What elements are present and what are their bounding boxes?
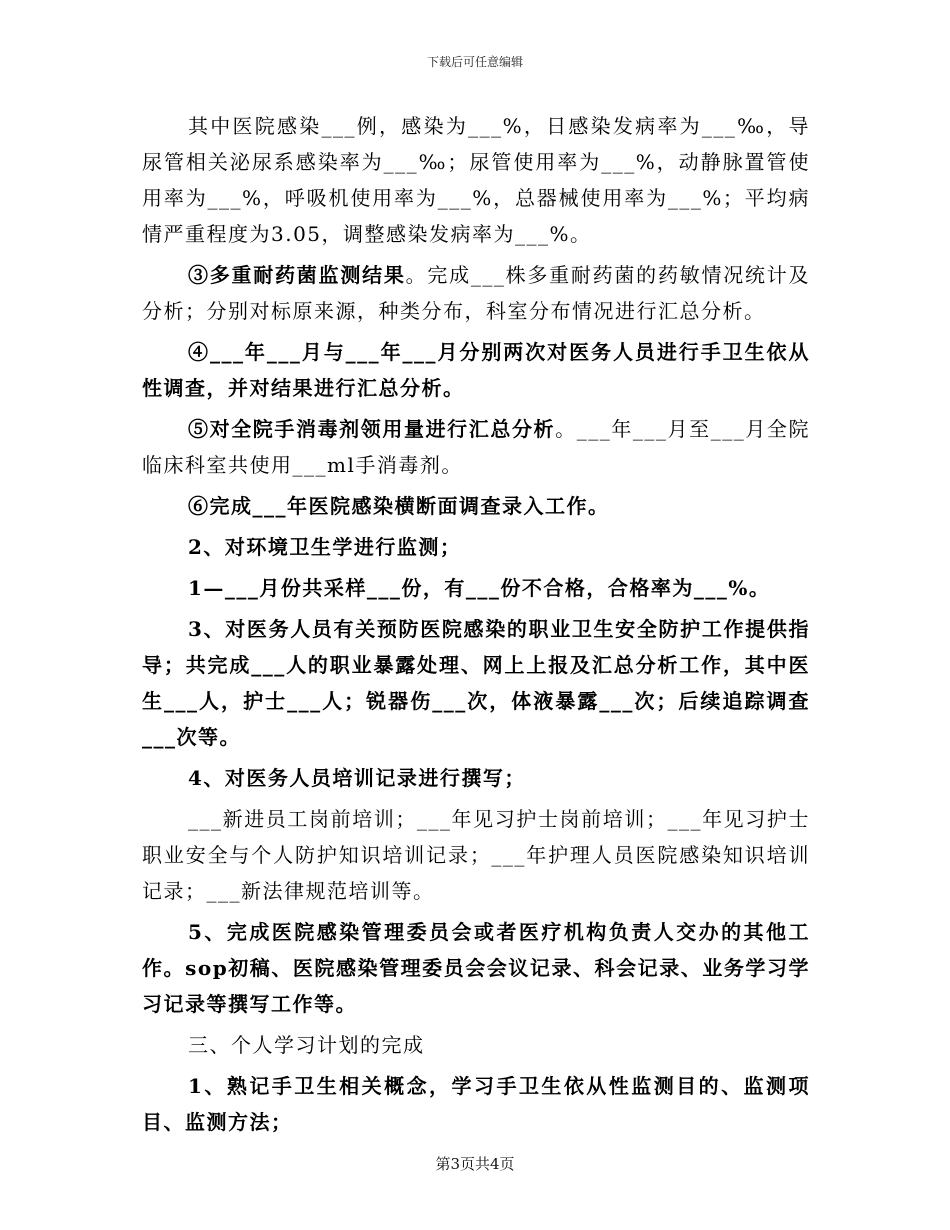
page-footer: 第3页共4页 <box>435 1155 515 1173</box>
paragraph-other-work: 5、完成医院感染管理委员会或者医疗机构负责人交办的其他工作。sop初稿、医院感染管理委员会会议记录、科会记录、业务学习学习记录等撰写工作等。 <box>142 920 810 1016</box>
disinfectant-heading: ⑤对全院手消毒剂领用量进行汇总分析 <box>188 417 556 441</box>
mdro-text: 。完成___株多重耐药菌的药敏情况统计及分析；分别对标原来源，种类分布，科室分布情况进行汇总分析。 <box>142 263 811 323</box>
paragraph-environment-heading: 2、对环境卫生学进行监测； <box>188 535 462 559</box>
section-heading-study-plan: 三、个人学习计划的完成 <box>188 1033 425 1057</box>
paragraph-occupational-safety: 3、对医务人员有关预防医院感染的职业卫生安全防护工作提供指导；共完成___人的职业暴露处理、网上上报及汇总分析工作，其中医生___人，护士___人；锐器伤___次，体液暴露___次；后续追踪调查___次等。 <box>142 617 810 749</box>
paragraph-cross-section-survey: ⑥完成___年医院感染横断面调查录入工作。 <box>188 494 610 518</box>
paragraph-mdro <box>142 257 810 329</box>
page-header: 下载后可任意编辑 <box>426 55 523 69</box>
mdro-heading: ③多重耐药菌监测结果 <box>188 263 406 287</box>
paragraph-disinfectant <box>142 411 810 483</box>
paragraph-sampling: 1—___月份共采样___份，有___份不合格，合格率为___%。 <box>188 576 771 600</box>
paragraph-infection-rates: 其中医院感染___例，感染为___%，日感染发病率为___‰，导尿管相关泌尿系感染率为___‰；尿管使用率为___%，动静脉置管使用率为___%，呼吸机使用率为___%，总器械使用率为___%；平均病情严重程度为3.05，调整感染发病率为___%。 <box>142 114 810 246</box>
paragraph-training-records: ___新进员工岗前培训；___年见习护士岗前培训；___年见习护士职业安全与个人防护知识培训记录；___年护理人员医院感染知识培训记录；___新法律规范培训等。 <box>142 807 810 903</box>
document-body <box>142 108 810 1140</box>
disinfectant-text: 。___年___月至___月全院临床科室共使用___ml手消毒剂。 <box>142 417 811 477</box>
paragraph-study-item-1: 1、熟记手卫生相关概念，学习手卫生依从性监测目的、监测项目、监测方法； <box>142 1074 810 1134</box>
paragraph-training-heading: 4、对医务人员培训记录进行撰写； <box>188 766 526 790</box>
paragraph-hand-hygiene-survey: ④___年___月与___年___月分别两次对医务人员进行手卫生依从性调查，并对结果进行汇总分析。 <box>142 340 810 400</box>
